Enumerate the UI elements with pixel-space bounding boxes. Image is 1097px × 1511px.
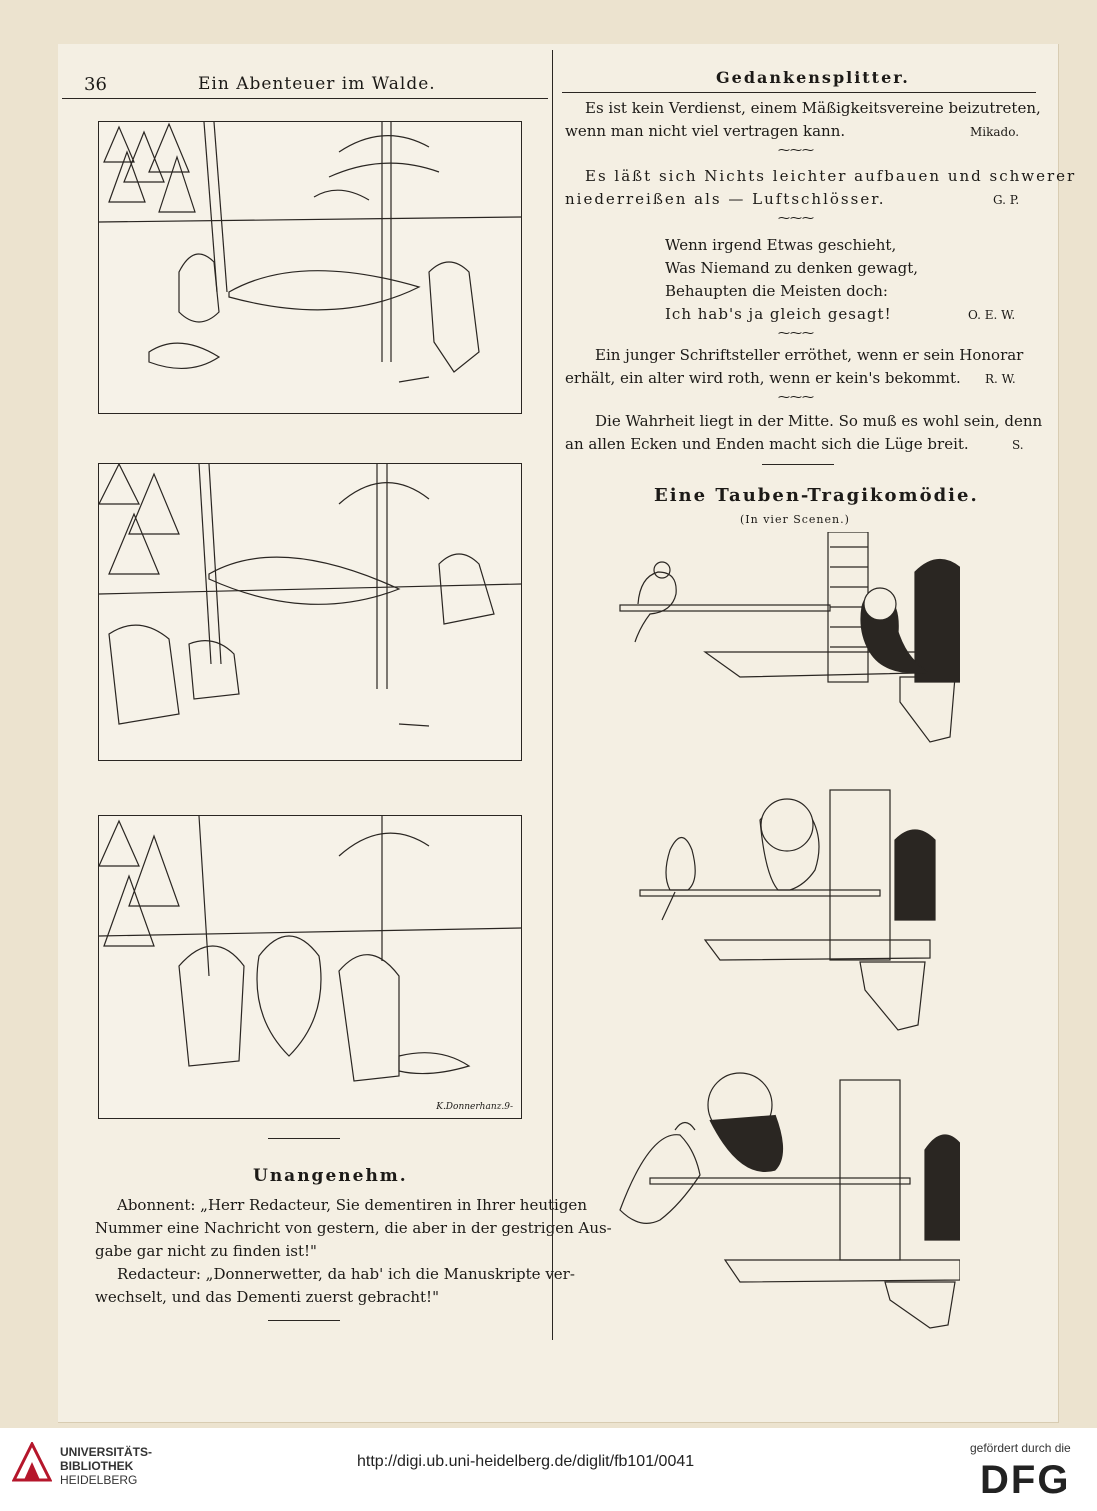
aphorism-4-line-2: an allen Ecken und Enden macht sich die Lüge breit. bbox=[565, 435, 969, 453]
article-line-5: wechselt, und das Dementi zuerst gebracht!" bbox=[95, 1288, 439, 1306]
comic-panel-2 bbox=[98, 463, 522, 761]
column-divider bbox=[552, 50, 553, 1340]
aphorism-4-line-1: Die Wahrheit liegt in der Mitte. So muß es wohl sein, denn bbox=[595, 412, 1043, 430]
source-url-link[interactable]: http://digi.ub.uni-heidelberg.de/diglit/fb101/0041 bbox=[357, 1453, 695, 1470]
dove-scene-3 bbox=[600, 1060, 960, 1330]
story-title: Eine Tauben-Tragikomödie. bbox=[654, 485, 979, 506]
poem-line-2: Was Niemand zu denken gewagt, bbox=[665, 259, 919, 277]
heading-gedankensplitter: Gedankensplitter. bbox=[716, 68, 910, 87]
article-heading-unangenehm: Unangenehm. bbox=[253, 1166, 408, 1186]
comic-panel-3 bbox=[98, 815, 522, 1119]
comic-panel-3-illustration bbox=[99, 816, 521, 1118]
article-line-1: Abonnent: „Herr Redacteur, Sie dementiren in Ihrer heutigen bbox=[117, 1196, 587, 1214]
poem-author: O. E. W. bbox=[968, 308, 1016, 322]
running-title: Ein Abenteuer im Walde. bbox=[198, 74, 436, 94]
article-line-3: gabe gar nicht zu finden ist!" bbox=[95, 1242, 317, 1260]
story-subtitle: (In vier Scenen.) bbox=[740, 513, 850, 526]
aphorism-3-author: R. W. bbox=[985, 372, 1016, 386]
footer-bar bbox=[0, 1428, 1097, 1511]
comic-panel-1 bbox=[98, 121, 522, 414]
page-number: 36 bbox=[84, 74, 107, 95]
funded-by-text: gefördert durch die bbox=[970, 1441, 1071, 1455]
left-separator-1 bbox=[268, 1138, 340, 1139]
aphorism-1-line-2: wenn man nicht viel vertragen kann. bbox=[565, 122, 846, 140]
article-line-4: Redacteur: „Donnerwetter, da hab' ich die Manuskripte ver- bbox=[117, 1265, 575, 1283]
left-separator-2 bbox=[268, 1320, 340, 1321]
dove-scene-1 bbox=[600, 532, 960, 757]
poem-line-4: Ich hab's ja gleich gesagt! bbox=[665, 305, 892, 323]
aphorism-2-author: G. P. bbox=[993, 193, 1020, 207]
library-seal-icon bbox=[12, 1442, 52, 1482]
aphorism-3-line-1: Ein junger Schriftsteller erröthet, wenn er sein Honorar bbox=[595, 346, 1024, 364]
aphorism-1-line-1: Es ist kein Verdienst, einem Mäßigkeitsvereine beizutreten, bbox=[585, 99, 1041, 117]
poem-line-1: Wenn irgend Etwas geschieht, bbox=[665, 236, 897, 254]
aphorism-2-line-1: Es läßt sich Nichts leichter aufbauen und schwerer bbox=[585, 167, 1077, 185]
aphorism-1-author: Mikado. bbox=[970, 125, 1020, 139]
header-rule bbox=[62, 98, 548, 99]
right-separator bbox=[762, 464, 834, 465]
comic-panel-2-illustration bbox=[99, 464, 521, 760]
dfg-logo: DFG bbox=[980, 1458, 1071, 1502]
aphorism-3-line-2: erhält, ein alter wird roth, wenn er kein's bekommt. bbox=[565, 369, 961, 387]
comic-panel-1-illustration bbox=[99, 122, 521, 413]
library-name-line-2: BIBLIOTHEK bbox=[60, 1459, 134, 1473]
aphorism-4-author: S. bbox=[1012, 438, 1024, 452]
library-name-line-1: UNIVERSITÄTS- bbox=[60, 1445, 153, 1459]
gedanken-rule bbox=[562, 92, 1036, 93]
artist-signature: K.Donnerhanz.9- bbox=[436, 1102, 513, 1112]
aphorism-2-line-2: niederreißen als — Luftschlösser. bbox=[565, 190, 886, 208]
poem-line-3: Behaupten die Meisten doch: bbox=[665, 282, 888, 300]
ornament-3: ⁓⁓⁓ bbox=[778, 326, 814, 340]
ornament-4: ⁓⁓⁓ bbox=[778, 390, 814, 404]
ornament-1: ⁓⁓⁓ bbox=[778, 143, 814, 157]
dove-scene-2 bbox=[600, 780, 960, 1040]
library-name-line-3: HEIDELBERG bbox=[60, 1473, 138, 1487]
ornament-2: ⁓⁓⁓ bbox=[778, 211, 814, 225]
article-line-2: Nummer eine Nachricht von gestern, die aber in der gestrigen Aus- bbox=[95, 1219, 612, 1237]
